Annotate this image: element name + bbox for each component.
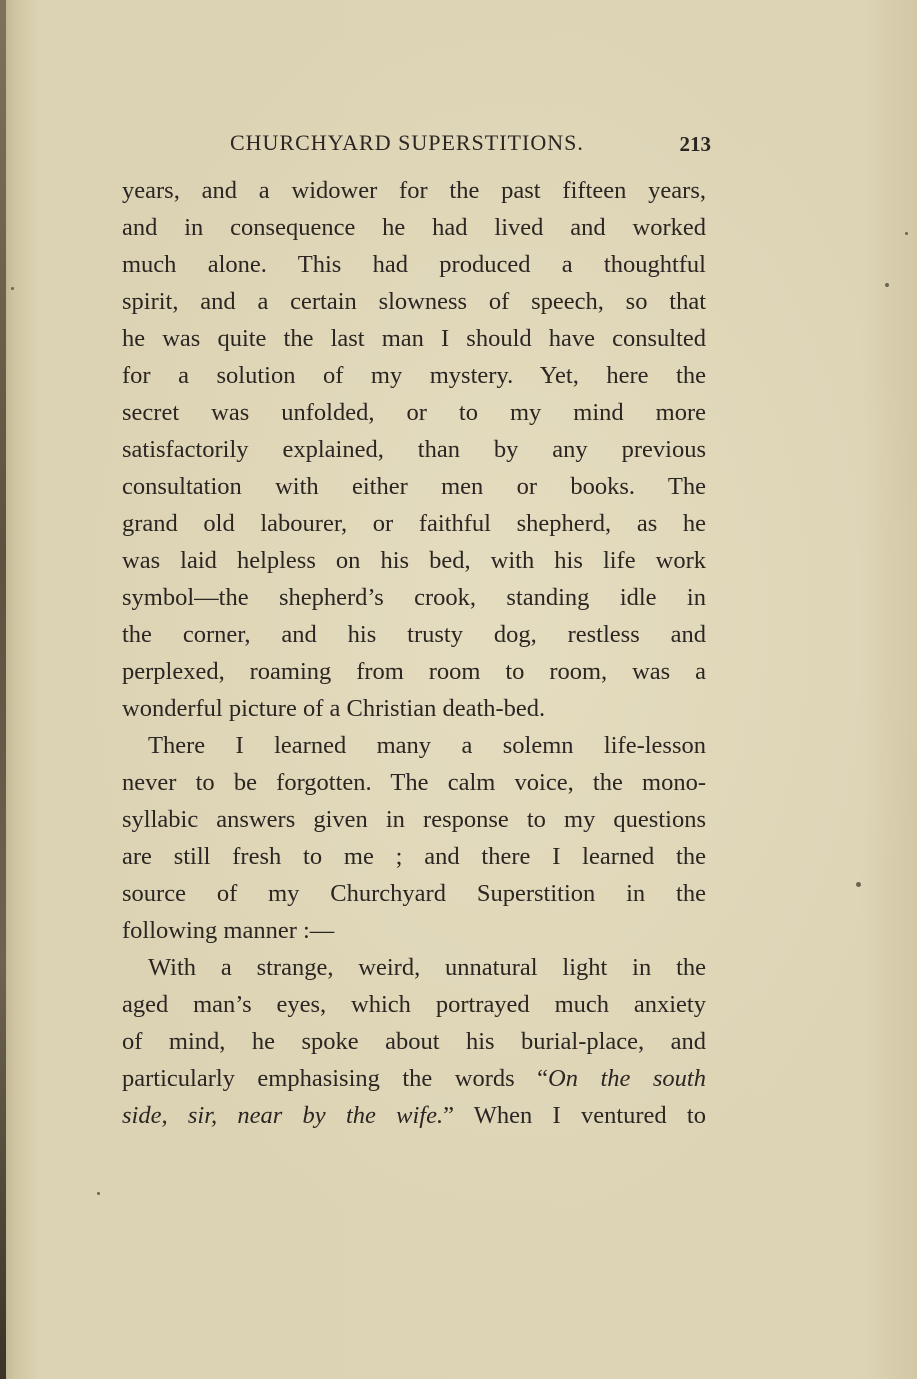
text-line: secret was unfolded, or to my mind more xyxy=(122,399,706,426)
text-line xyxy=(122,1060,706,1097)
italic-quote: side, sir, near by the wife. xyxy=(122,1102,444,1129)
text-line: years, and a widower for the past fifteen years, xyxy=(122,177,706,204)
text-line: consultation with either men or books. The xyxy=(122,473,706,500)
text-line: the corner, and his trusty dog, restless and xyxy=(122,621,706,648)
speck xyxy=(856,882,861,887)
text-line: aged man’s eyes, which portrayed much anxiety xyxy=(122,991,706,1018)
text-line: satisfactorily explained, than by any previous xyxy=(122,436,706,463)
text-line: There I learned many a solemn life-lesson xyxy=(148,732,706,759)
text-segment: ” When I ventured to xyxy=(443,1102,706,1129)
text-line: he was quite the last man I should have consulted xyxy=(122,325,706,352)
text-line: spirit, and a certain slowness of speech, so that xyxy=(122,288,706,315)
text-segment: particularly emphasising the words “ xyxy=(122,1065,549,1092)
body-text xyxy=(122,172,706,1134)
text-line: for a solution of my mystery. Yet, here the xyxy=(122,362,706,389)
text-line: perplexed, roaming from room to room, was a xyxy=(122,658,706,685)
speck xyxy=(11,287,14,290)
italic-quote: On the south xyxy=(548,1065,706,1092)
text-line: never to be forgotten. The calm voice, the mono- xyxy=(122,769,706,796)
text-line: wonderful picture of a Christian death-bed. xyxy=(122,695,546,722)
text-line: much alone. This had produced a thoughtful xyxy=(122,251,706,278)
text-line: are still fresh to me ; and there I learned the xyxy=(122,843,706,870)
text-line: symbol—the shepherd’s crook, standing idle in xyxy=(122,584,706,611)
running-head: CHURCHYARD SUPERSTITIONS. xyxy=(230,130,584,155)
text-line: and in consequence he had lived and worked xyxy=(122,214,706,241)
speck xyxy=(885,283,889,287)
text-line xyxy=(122,1097,706,1134)
text-line: source of my Churchyard Superstition in the xyxy=(122,880,706,907)
text-line: syllabic answers given in response to my questions xyxy=(122,806,706,833)
text-line: With a strange, weird, unnatural light in the xyxy=(148,954,706,981)
page-number: 213 xyxy=(679,132,711,156)
speck xyxy=(905,232,908,235)
text-line: following manner :— xyxy=(122,917,335,944)
text-line: grand old labourer, or faithful shepherd, as he xyxy=(122,510,706,537)
speck xyxy=(97,1192,100,1195)
text-line: was laid helpless on his bed, with his life work xyxy=(122,547,706,574)
page-header xyxy=(230,130,715,160)
text-line: of mind, he spoke about his burial-place, and xyxy=(122,1028,706,1055)
